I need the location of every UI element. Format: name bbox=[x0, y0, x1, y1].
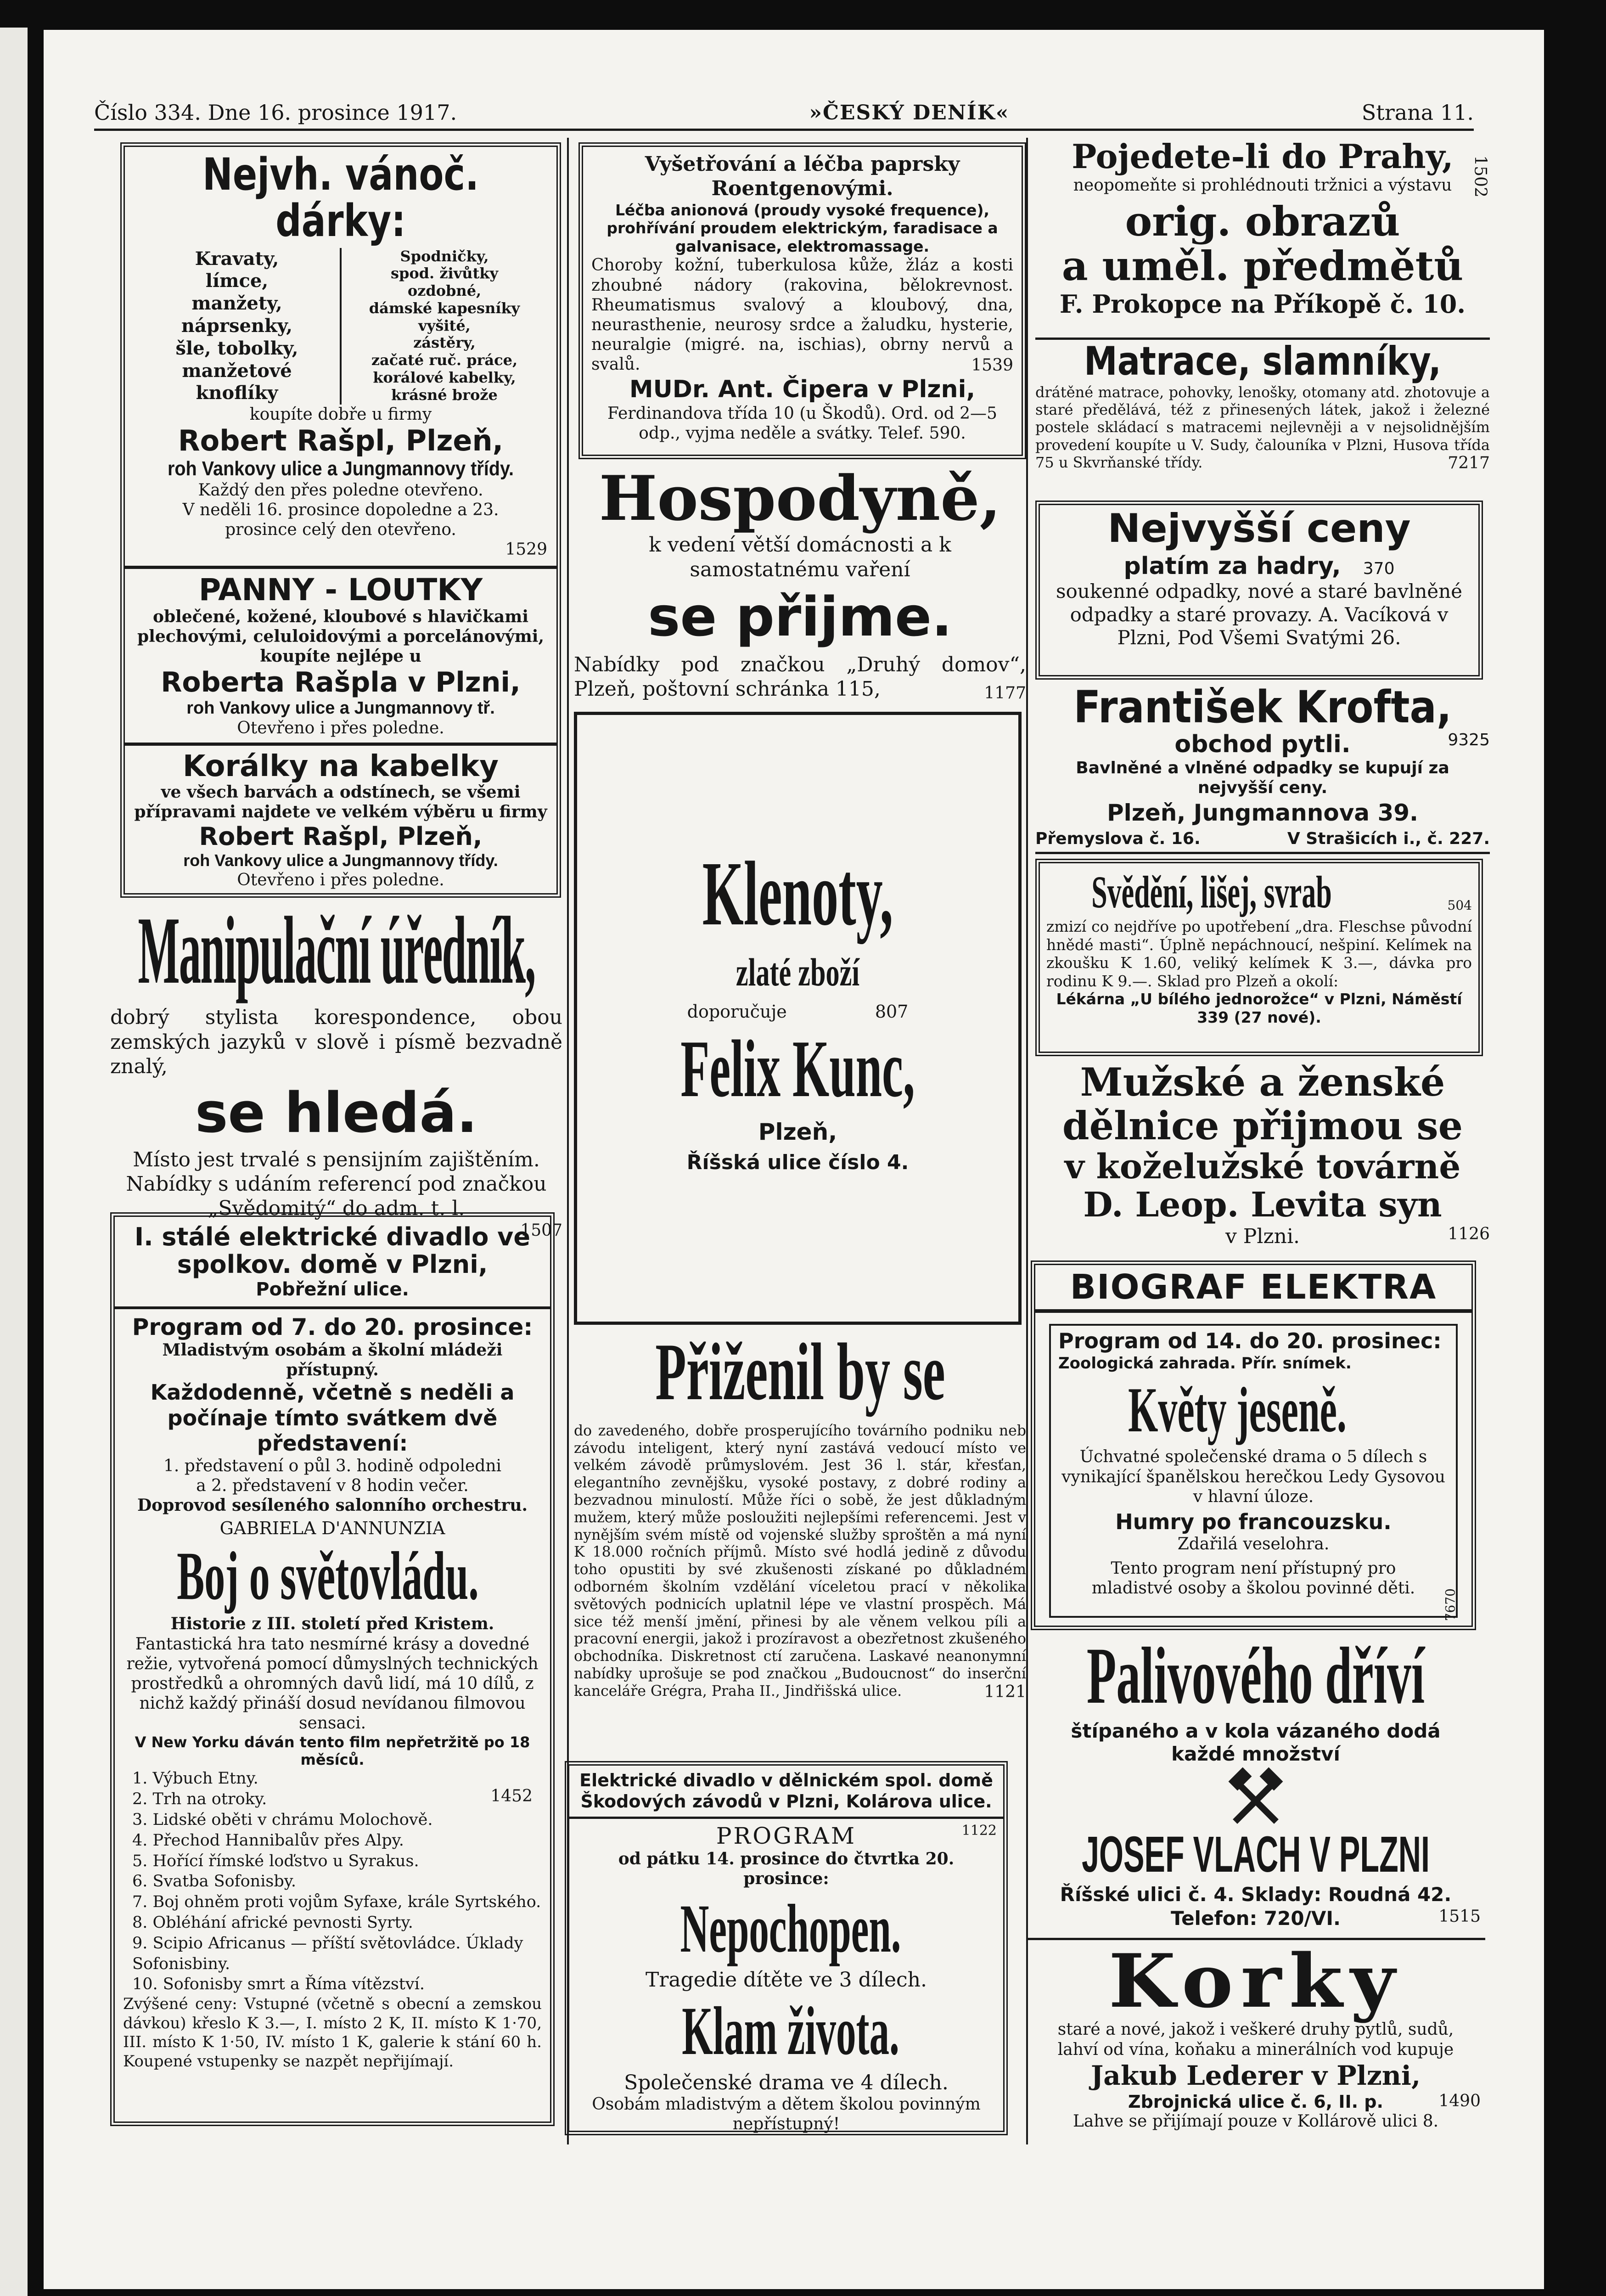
delnice-advert bbox=[1035, 1061, 1490, 1258]
film-title: Klam života. bbox=[682, 1993, 899, 2070]
ad-text: V New Yorku dáván tento film nepřetržitě po 18 měsíců. bbox=[135, 1733, 530, 1768]
ad-text: štípaného a v kola vázaného dodá každé množství bbox=[1071, 1720, 1441, 1766]
gift-lists bbox=[134, 248, 547, 405]
ad-text: oblečené, kožené, kloubové s hlavičkami plechovými, celuloidovými a porcelánovými, koupíte nejlépe u bbox=[137, 607, 545, 666]
company-name: Robert Rašpl, Plzeň, bbox=[178, 424, 504, 458]
program-dates: od pátku 14. prosince do čtvrtka 20. prosince: bbox=[618, 1849, 955, 1889]
film-description: Fantastická hra tato nesmírné krásy a dovedné režie, vytvořená pomocí důmyslných technických prostředků a ohromných davů lidí, má 10 dílů, z nichž každý přináší dosud nevídanou filmovou sensaci. bbox=[126, 1634, 539, 1733]
list-item: límce, bbox=[205, 270, 269, 292]
company-address: F. Prokopce na Příkopě č. 10. bbox=[1059, 289, 1466, 319]
film-description: Zdařilá veselohra. bbox=[1177, 1534, 1330, 1553]
ad-text: dobrý stylista korespondence, obou zemských jazyků v slově i písmě bezvadně znalý, bbox=[110, 1006, 562, 1079]
list-item: začaté ruč. práce, bbox=[371, 351, 518, 369]
ad-text: staré a nové, jakož i veškeré druhy pytlů, sudů, lahví od vína, koňaku a minerálních vod kupuje bbox=[1057, 2020, 1454, 2059]
biograf-elektra-advert bbox=[1031, 1261, 1476, 1630]
koraliky-advert bbox=[125, 743, 556, 890]
list-item: 10. Sofonisby smrt a Říma vítězství. bbox=[132, 1975, 425, 1994]
list-item: zástěry, bbox=[413, 334, 476, 352]
ad-number: 1490 bbox=[1438, 2092, 1481, 2111]
company-address: roh Vankovy ulice a Jungmannovy třídy. bbox=[167, 457, 514, 480]
ticket-prices: Zvýšené ceny: Vstupné (včetně s obecní a zemskou dávkou) křeslo K 3.—, I. místo 2 K, II. místo K 1·70, III. místo K 1·50, IV. místo 1 K, galerie k stání 60 h. Koupené vstupenky se nazpět nepřijímají. bbox=[123, 1995, 542, 2071]
ad-number: 7217 bbox=[1448, 453, 1490, 473]
klenoty-advert bbox=[574, 712, 1022, 1325]
ad-number: 370 bbox=[1363, 559, 1395, 579]
film-description: Úchvatné společenské drama o 5 dílech s vynikající španělskou herečkou Ledy Gysovou v hlavní úloze. bbox=[1061, 1447, 1445, 1506]
company-city: v Plzni. bbox=[1225, 1225, 1300, 1249]
list-item: 9. Scipio Africanus — příští světovládce. Úklady Sofonisbiny. bbox=[132, 1934, 523, 1973]
company-name: Robert Rašpl, Plzeň, bbox=[199, 822, 483, 851]
ad-text: drátěné matrace, pohovky, lenošky, otomany atd. zhotovuje a staré předělává, též z přinesených látek, jakož i železné postele skládací s matracemi nejlevněji a v nejsolidnějším provedení koupíte u V. Sudy, čalouníka v Plzni, Husova třída 75 u Skvrňanské třídy. bbox=[1035, 383, 1490, 472]
ad-title: Klenoty, bbox=[702, 843, 893, 945]
list-item: 3. Lidské oběti v chrámu Molochově. bbox=[132, 1810, 433, 1829]
ad-title: Pojedete-li do Prahy, bbox=[1072, 137, 1454, 176]
panny-loutky-advert bbox=[125, 566, 556, 737]
ad-text: zmizí co nejdříve po upotřebení „dra. Fleschse původní hnědé masti“. Úplně nepáchnoucí, nešpiní. Kelímek na zkoušku K 1.60, veliký kelímek K 3.—, dávka pro rodinu K 9.—. Sklad pro Plzeň a okolí: bbox=[1046, 917, 1472, 990]
ad-title: Svědění, lišej, svrab bbox=[1091, 867, 1332, 917]
ad-text: Historie z III. století před Kristem. bbox=[170, 1614, 494, 1634]
company-address: Plzeň, Jungmannova 39. bbox=[1106, 799, 1419, 827]
list-item: Kravaty, bbox=[195, 248, 279, 270]
company-name: D. Leop. Levita syn bbox=[1083, 1185, 1442, 1225]
ad-title: Nejvh. vánoč. dárky: bbox=[202, 149, 479, 247]
ad-text: Doprovod sesíleného salonního orchestru. bbox=[137, 1496, 528, 1515]
company-address: roh Vankovy ulice a Jungmannovy tř. bbox=[186, 698, 495, 718]
company-name: Jakub Lederer v Plzni, bbox=[1090, 2060, 1421, 2091]
ad-text: doporučuje bbox=[687, 1002, 787, 1022]
company-address: Zbrojnická ulice č. 6, II. p. bbox=[1128, 2092, 1383, 2112]
theatre-name: I. stálé elektrické divadlo ve spolkov. domě v Plzni, bbox=[135, 1222, 530, 1279]
film-author: GABRIELA D'ANNUNZIA bbox=[219, 1518, 445, 1539]
branch-address: Přemyslova č. 16. bbox=[1035, 829, 1201, 848]
svedeni-advert bbox=[1035, 859, 1483, 1056]
ad-text: Léčba anionová (proudy vysoké frequence), prohřívání proudem elektrickým, faradisace a galvanisace, elektromassage. bbox=[606, 201, 998, 255]
ad-number: 1529 bbox=[505, 540, 547, 559]
opening-hours: Otevřeno i přes poledne. bbox=[237, 870, 444, 889]
hospodyne-advert bbox=[574, 464, 1026, 707]
ad-text: Choroby kožní, tuberkulosa kůže, žláz a kosti zhoubné nádory (rakovina, bělokrevnost. Rheumatismus svalový a kloubový, dna, neurasthenie, neurosy srdce a žaludku, hysterie, neuralgie (migré. na, ischias), obrny nervů a svalů. bbox=[591, 256, 1013, 374]
divadlo-advert bbox=[110, 1212, 555, 2126]
ad-number: 1502 bbox=[1471, 155, 1490, 197]
ad-number: 807 bbox=[875, 1002, 909, 1022]
list-item: spod. živůtky bbox=[390, 264, 499, 282]
company-name: JOSEF VLACH V PLZNI bbox=[1082, 1826, 1430, 1883]
ad-number: 1539 bbox=[971, 355, 1013, 375]
ad-text: Místo jest trvalé s pensijním zajištěním. Nabídky s udáním referencí pod značkou „Svědomitý“ do adm. t. l. bbox=[126, 1148, 547, 1220]
list-item: 6. Svatba Sofonisby. bbox=[132, 1872, 297, 1891]
issue-date: Číslo 334. Dne 16. prosince 1917. bbox=[94, 100, 457, 125]
rasp-advert-frame bbox=[120, 142, 561, 898]
urednik-advert bbox=[110, 897, 562, 1240]
ad-title: Přiženil by se bbox=[655, 1326, 945, 1417]
list-item: Spodničky, bbox=[400, 247, 489, 265]
opening-hours: Otevřeno i přes poledne. bbox=[237, 718, 444, 737]
company-name: František Krofta, bbox=[1073, 681, 1452, 733]
ad-headline: a uměl. předmětů bbox=[1061, 242, 1464, 290]
matrace-advert bbox=[1035, 338, 1490, 494]
krofta-advert bbox=[1035, 681, 1490, 854]
korky-advert bbox=[1026, 1938, 1485, 2144]
doctor-address: Ferdinandova třída 10 (u Škodů). Ord. od 2—5 odp., vyjma neděle a svátky. Telef. 590. bbox=[607, 404, 997, 443]
ad-text: neopomeňte si prohlédnouti tržnici a výstavu bbox=[1073, 175, 1452, 195]
ad-number: 1122 bbox=[961, 1823, 997, 1839]
list-item: vyšité, bbox=[418, 316, 471, 334]
list-item: manžetové bbox=[182, 360, 292, 382]
opening-hours: V neděli 16. prosince dopoledne a 23. prosince celý den otevřeno. bbox=[182, 500, 499, 540]
doctor-name: MUDr. Ant. Čipera v Plzni, bbox=[629, 375, 976, 403]
ad-text: Tento program není přístupný pro mladistvé osoby a školou povinné děti. bbox=[1091, 1559, 1415, 1598]
ad-text: k vedení větší domácnosti a k samostatnému vaření bbox=[649, 533, 951, 581]
newspaper-title: »ČESKÝ DENÍK« bbox=[809, 101, 1010, 124]
crossed-hammers-icon bbox=[1228, 1769, 1283, 1824]
ad-title: Nejvyšší ceny bbox=[1107, 506, 1411, 551]
ad-title: dělnice přijmou se bbox=[1062, 1103, 1463, 1148]
ad-number: 9325 bbox=[1448, 730, 1490, 749]
show-time: a 2. představení v 8 hodin večer. bbox=[196, 1476, 469, 1496]
ad-number: 1515 bbox=[1438, 1907, 1481, 1926]
ad-text: Bavlněné a vlněné odpadky se kupují za nejvyšší ceny. bbox=[1076, 758, 1449, 797]
film-title: Nepochopen. bbox=[680, 1890, 901, 1967]
ad-title: Vyšetřování a léčba paprsky Roentgenovými. bbox=[645, 152, 960, 200]
program-heading: PROGRAM bbox=[716, 1823, 857, 1850]
list-item: krásné brože bbox=[391, 386, 498, 404]
list-item: 7. Boj ohněm proti vojům Syfaxe, krále Syrtského. bbox=[132, 1893, 541, 1912]
page-number: Strana 11. bbox=[1361, 100, 1474, 125]
ad-number: 1177 bbox=[984, 684, 1026, 703]
company-name: Felix Kunc, bbox=[680, 1023, 915, 1114]
ad-text: koupíte dobře u firmy bbox=[249, 405, 432, 424]
list-item: 5. Hořící římské loďstvo u Syrakus. bbox=[132, 1851, 419, 1870]
ad-title: Hospodyně, bbox=[599, 462, 1001, 535]
gift-list-left bbox=[134, 248, 342, 405]
film-title: Boj o světovládu. bbox=[177, 1538, 479, 1615]
film-title: Květy jeseně. bbox=[1128, 1374, 1347, 1446]
company-name: Roberta Rašpla v Plzni, bbox=[161, 666, 521, 698]
ad-number: 1507 bbox=[520, 1221, 562, 1240]
cinema-name: BIOGRAF ELEKTRA bbox=[1035, 1265, 1471, 1313]
ad-text: do zavedeného, dobře prosperujícího továrního podniku neb závodu inteligent, který nyní zastává vedoucí místo ve velkém závodě průmyslovém. Jest 36 l. stár, křesťan, elegantního zevnějšku, vysoké postavy, z dobré rodiny a bezvadnou minulostí. Může říci o sobě, že jest důkladným mužem, který může posloužiti nejlepšími referencemi. Jest v nynějším svém místě od vojenské služby sproštěn a má nyní K 18.000 ročních příjmů. Místo své hodlá jedině z důvodu toho opustiti by své zkušenosti získané po důkladném odborném školním vzdělání víceletou prací v několika světových podnicích uplatnil lépe ve vlastní prospěch. Má sice též menší jmění, přinesi by ale věnem velkou píli a pracovní energii, jakož i prozíravost a obezřetnost zkušeného obchodníka. Diskretnost ctí zaručena. Laskavé neanonymní nabídky uprošuje se pod značkou „Budoucnost“ do inserční kanceláře Grégra, Praha II., Jindřišská ulice. bbox=[574, 1422, 1026, 1699]
ad-text: Každodenně, včetně s neděli a počínaje tímto svátkem dvě představení: bbox=[150, 1380, 515, 1456]
ad-text: Nabídky pod značkou „Druhý domov“, Plzeň, poštovní schránka 115, bbox=[574, 653, 1026, 701]
list-item: 8. Obléhání africké pevnosti Syrty. bbox=[132, 1913, 413, 1932]
company-city: Plzeň, bbox=[758, 1118, 837, 1145]
ad-text: soukenné odpadky, nové a staré bavlněné odpadky a staré provazy. A. Vacíková v Plzni, Pod Všemi Svatými 26. bbox=[1056, 580, 1463, 649]
film-parts bbox=[123, 1768, 542, 1995]
rentgen-advert bbox=[578, 142, 1026, 459]
ad-headline: orig. obrazů bbox=[1125, 197, 1400, 245]
ad-title: Korky bbox=[1108, 1938, 1403, 2024]
list-item: korálové kabelky, bbox=[373, 368, 516, 386]
cinema-name: Elektrické divadlo v dělnickém spol. domě Škodových závodů v Plzni, Kolárova ulice. bbox=[579, 1770, 993, 1812]
list-item: ozdobné, bbox=[407, 282, 482, 300]
list-item: šle, tobolky, bbox=[175, 337, 298, 359]
ad-number: 7670 bbox=[1443, 1588, 1458, 1621]
branch-address: V Strašicích i., č. 227. bbox=[1287, 829, 1490, 848]
ad-title: v koželužské továrně bbox=[1064, 1147, 1461, 1187]
ad-number: 1126 bbox=[1448, 1225, 1490, 1244]
list-item: 2. Trh na otroky. bbox=[132, 1790, 267, 1809]
ad-headline: se přijme. bbox=[648, 585, 952, 649]
program-dates: Program od 14. do 20. prosinec: bbox=[1058, 1328, 1442, 1354]
list-item: manžety, bbox=[191, 293, 282, 315]
ad-title: PANNY - LOUTKY bbox=[198, 572, 483, 608]
film-title: Humry po francouzsku. bbox=[1115, 1509, 1392, 1534]
pritenil-advert bbox=[574, 1327, 1026, 1759]
company-address: Říšské ulici č. 4. Sklady: Roudná 42. bbox=[1060, 1883, 1452, 1906]
ad-number: 1121 bbox=[984, 1682, 1026, 1701]
film-title: Zoologická zahrada. Přír. snímek. bbox=[1058, 1354, 1352, 1373]
ad-title: Korálky na kabelky bbox=[183, 749, 499, 783]
ad-title: Matrace, slamníky, bbox=[1084, 338, 1442, 384]
list-item: 1. Výbuch Etny. bbox=[132, 1769, 258, 1788]
film-description: Společenské drama ve 4 dílech. bbox=[624, 2071, 949, 2094]
ad-title: Mužské a ženské bbox=[1080, 1059, 1445, 1105]
pharmacy-name: Lékárna „U bílého jednorožce“ v Plzni, Náměstí 339 (27 nové). bbox=[1056, 990, 1462, 1026]
drivi-advert bbox=[1026, 1632, 1485, 1940]
list-item: dámské kapesníky bbox=[369, 299, 520, 317]
company-address: roh Vankovy ulice a Jungmannovy třídy. bbox=[183, 850, 498, 870]
prokopec-advert bbox=[1035, 138, 1490, 335]
ad-text: Mladistvým osobám a školní mládeži přístupný. bbox=[162, 1340, 503, 1380]
ad-text: Lahve se přijímají pouze v Kollárově ulici 8. bbox=[1073, 2112, 1439, 2131]
program-dates: Program od 7. do 20. prosince: bbox=[132, 1313, 533, 1340]
theatre-address: Pobřežní ulice. bbox=[256, 1278, 409, 1300]
show-time: 1. představení o půl 3. hodině odpoledni bbox=[163, 1456, 502, 1475]
list-item: 4. Přechod Hannibalův přes Alpy. bbox=[132, 1831, 404, 1850]
ad-headline: se hledá. bbox=[195, 1081, 477, 1146]
ad-title: Manipulační úředník, bbox=[138, 897, 535, 1004]
list-item: náprsenky, bbox=[181, 315, 293, 337]
rasp-christmas-advert bbox=[125, 147, 556, 559]
ad-subtitle: zlaté zboží bbox=[736, 950, 860, 994]
ad-text: ve všech barvách a odstínech, se všemi přípravami najdete ve velkém výběru u firmy bbox=[134, 782, 547, 822]
page-header bbox=[94, 96, 1474, 131]
opening-hours: Každý den přes poledne otevřeno. bbox=[198, 480, 483, 500]
ad-subtitle: obchod pytli. bbox=[1174, 730, 1351, 758]
company-address: Říšská ulice číslo 4. bbox=[686, 1150, 909, 1174]
ad-text: Osobám mladistvým a dětem školou povinným nepřístupný! bbox=[592, 2094, 981, 2133]
skoda-cinema-advert bbox=[565, 1761, 1008, 2135]
list-item: knoflíky bbox=[196, 382, 278, 404]
previous-page-edge bbox=[0, 28, 30, 2296]
gift-list-right bbox=[342, 248, 547, 405]
company-phone: Telefon: 720/VI. bbox=[1171, 1907, 1341, 1930]
ad-subtitle: platím za hadry, bbox=[1123, 552, 1341, 580]
film-description: Tragedie dítěte ve 3 dílech. bbox=[646, 1968, 927, 1992]
hadry-advert bbox=[1035, 501, 1483, 680]
ad-number: 504 bbox=[1447, 898, 1472, 913]
ad-title: Palivového dříví bbox=[1086, 1631, 1425, 1721]
ad-number: 1452 bbox=[490, 1787, 533, 1806]
